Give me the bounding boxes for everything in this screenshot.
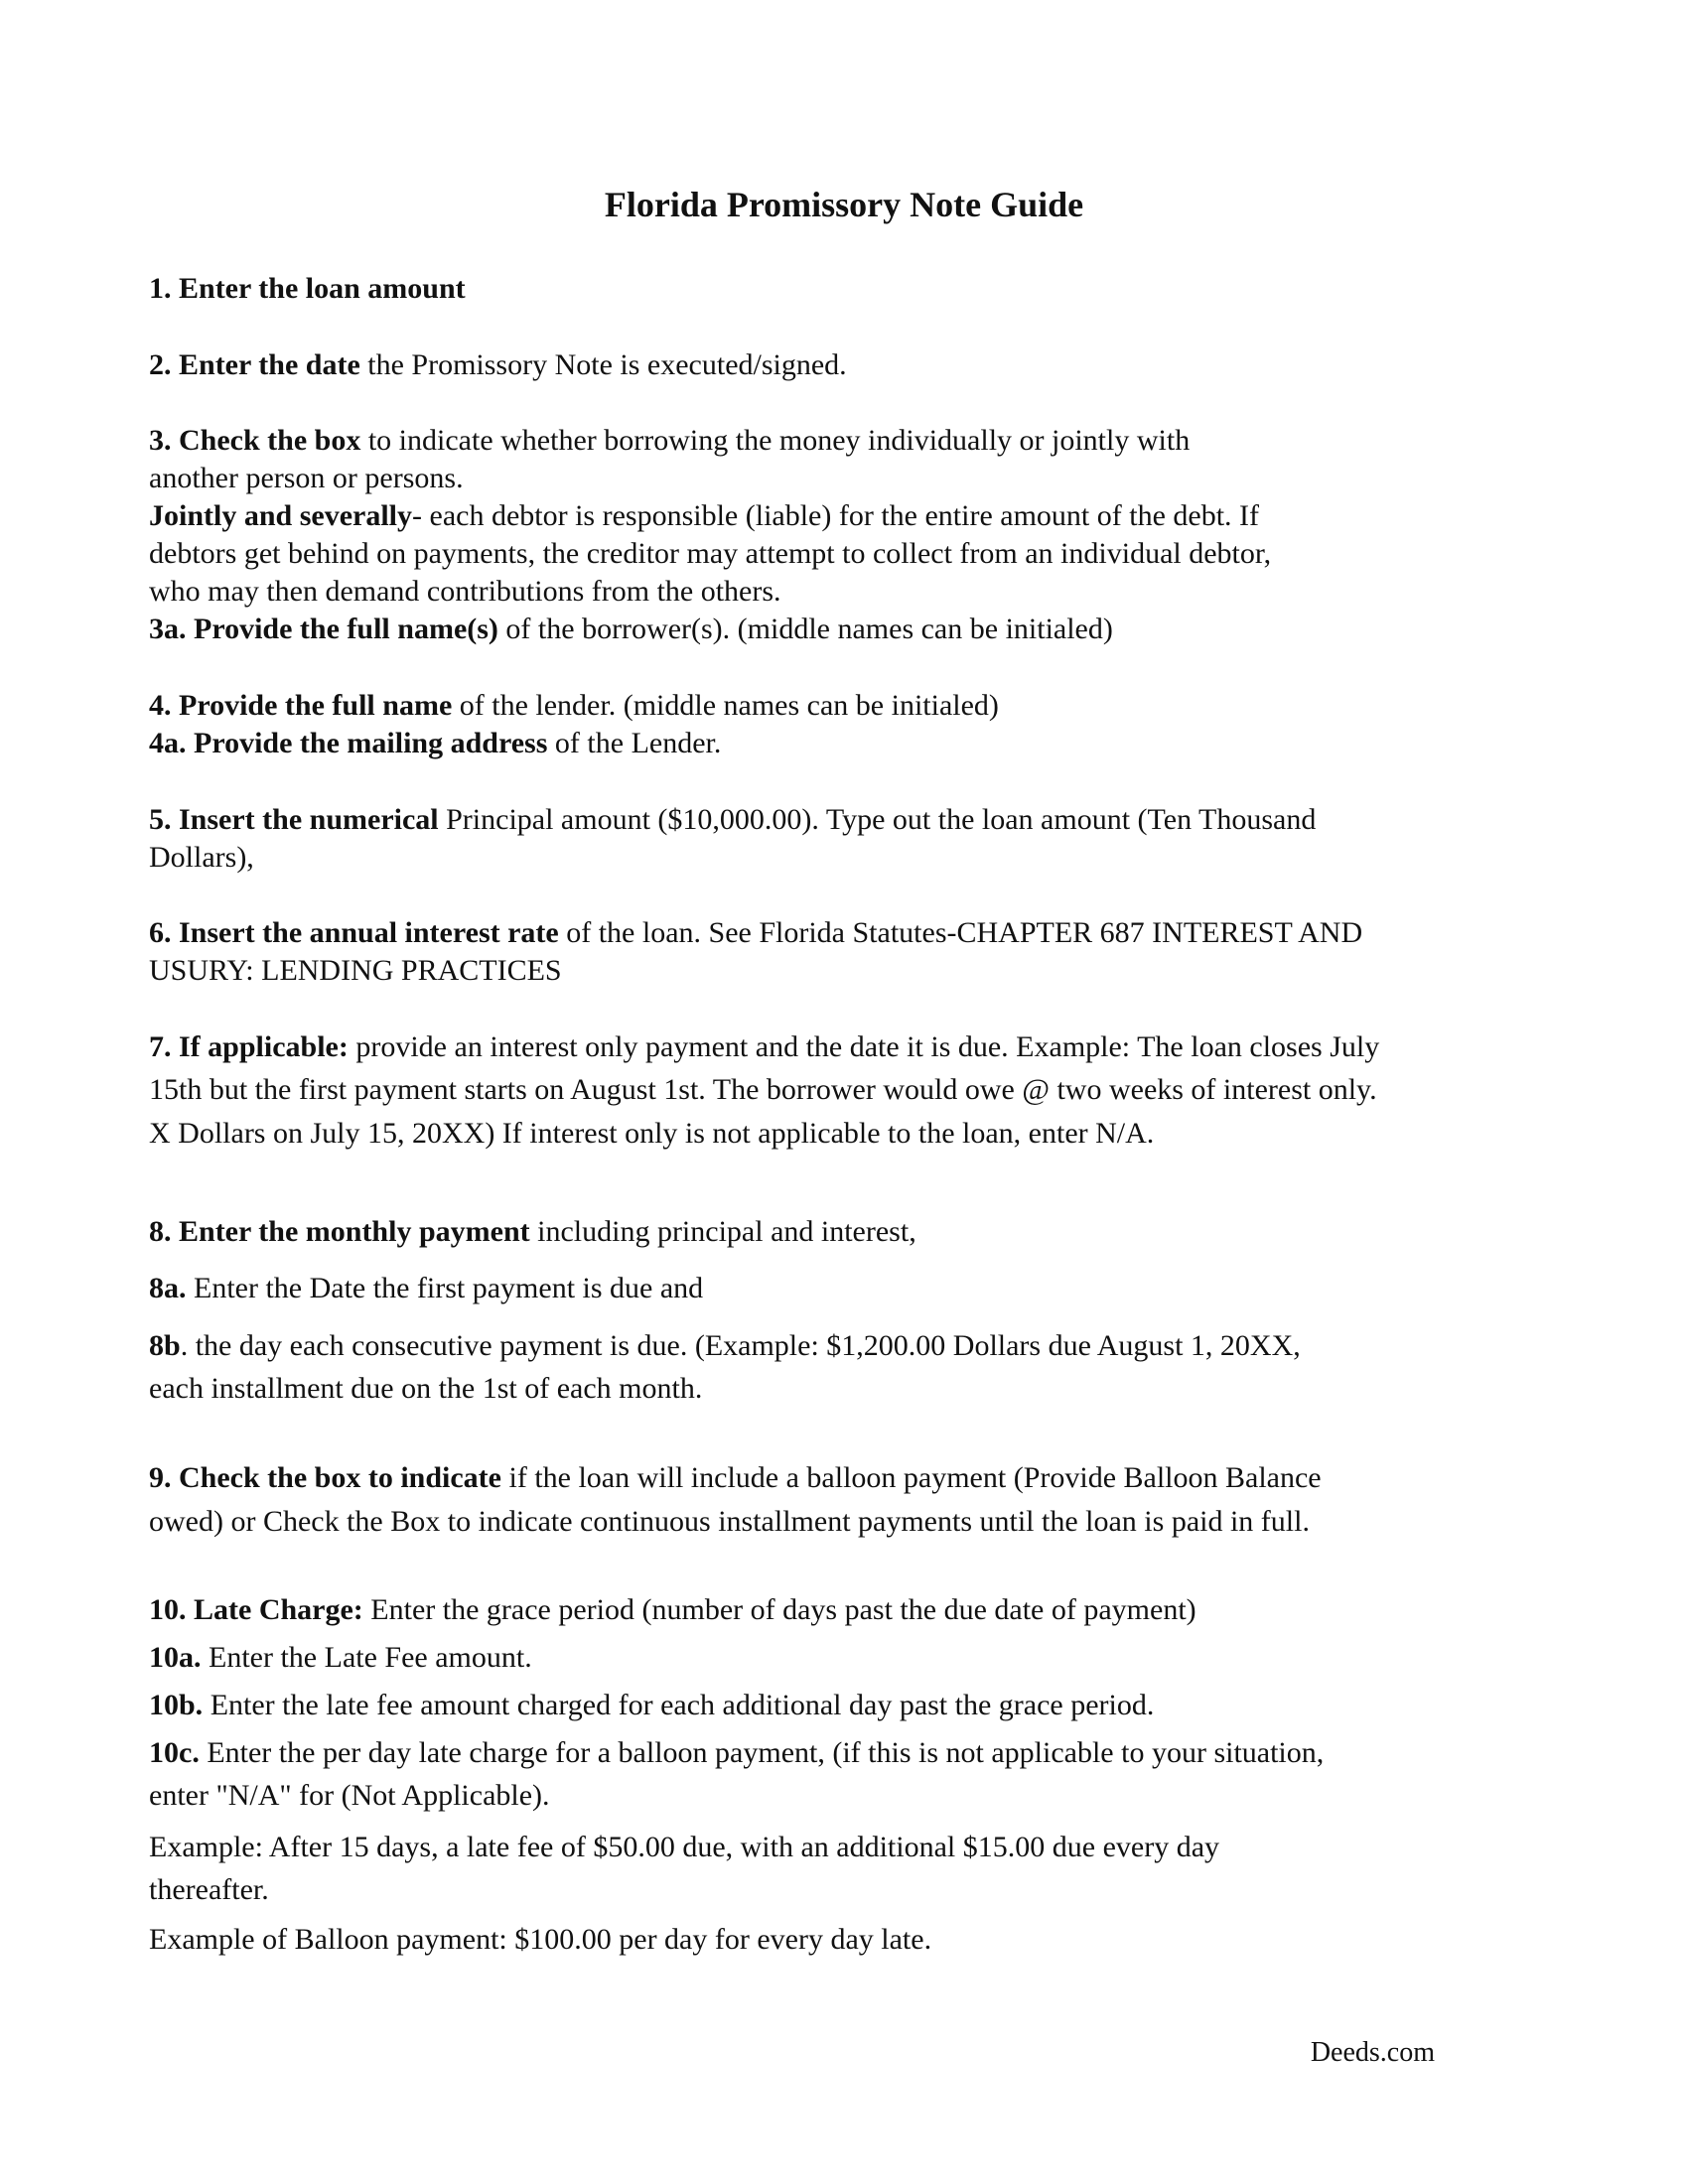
line-3-cont: another person or persons. [149,462,464,494]
line-jointly: Jointly and severally- each debtor is responsible (liable) for the entire amount of the debt. If [149,499,1260,532]
line-8: 8. Enter the monthly payment including principal and interest, [149,1215,916,1248]
line-10b: 10b. Enter the late fee amount charged for each additional day past the grace period. [149,1689,1155,1721]
line-6: 6. Insert the annual interest rate of the loan. See Florida Statutes-CHAPTER 687 INTEREST AND [149,916,1363,949]
line-10c: 10c. Enter the per day late charge for a balloon payment, (if this is not applicable to your situation, [149,1736,1325,1769]
page-title: Florida Promissory Note Guide [604,185,1084,224]
line-jointly-bold: Jointly and severally [149,499,413,532]
line-1-bold: 1. Enter the loan amount [149,272,466,305]
line-2 [149,346,847,384]
line-jointly-cont2: who may then demand contributions from the others. [149,575,781,608]
line-5: 5. Insert the numerical Principal amount ($10,000.00). Type out the loan amount (Ten Thousand [149,803,1317,836]
line-10c-cont: enter "N/A" for (Not Applicable). [149,1779,550,1812]
line-8b-cont: each installment due on the 1st of each month. [149,1372,703,1405]
line-9-cont: owed) or Check the Box to indicate continuous installment payments until the loan is paid in full. [149,1505,1310,1538]
line-4: 4. Provide the full name of the lender. (middle names can be initialed) [149,689,999,722]
line-8b: 8b. the day each consecutive payment is due. (Example: $1,200.00 Dollars due August 1, 20XX, [149,1329,1301,1362]
line-jointly-cont1: debtors get behind on payments, the creditor may attempt to collect from an individual debtor, [149,537,1272,570]
line-8a: 8a. Enter the Date the first payment is due and [149,1272,704,1304]
line-10a: 10a. Enter the Late Fee amount. [149,1641,532,1674]
line-3-text: to indicate whether borrowing the money individually or jointly with [360,424,1191,457]
line-4a: 4a. Provide the mailing address of the Lender. [149,727,722,759]
line-3a: 3a. Provide the full name(s) of the borrower(s). (middle names can be initialed) [149,613,1113,645]
line-7: 7. If applicable: provide an interest only payment and the date it is due. Example: The loan closes July [149,1030,1380,1063]
line-7-cont1: 15th but the first payment starts on August 1st. The borrower would owe @ two weeks of interest only. [149,1073,1377,1106]
line-9: 9. Check the box to indicate if the loan will include a balloon payment (Provide Balloon Balance [149,1461,1322,1494]
line-6-cont: USURY: LENDING PRACTICES [149,954,562,987]
footer-brand: Deeds.com [1310,2037,1435,2068]
line-7-cont2: X Dollars on July 15, 20XX) If interest only is not applicable to the loan, enter N/A. [149,1117,1155,1150]
line-10: 10. Late Charge: Enter the grace period (number of days past the due date of payment) [149,1593,1196,1626]
line-1 [149,270,466,308]
line-5-cont: Dollars), [149,841,254,874]
line-example-1-cont: thereafter. [149,1873,269,1906]
line-2-text: the Promissory Note is executed/signed. [359,348,847,381]
line-3-bold: 3. Check the box [149,424,361,457]
line-example-2: Example of Balloon payment: $100.00 per day for every day late. [149,1923,932,1956]
line-example-1: Example: After 15 days, a late fee of $50.00 due, with an additional $15.00 due every day [149,1831,1220,1863]
line-2-bold: 2. Enter the date [149,348,360,381]
line-3 [149,422,1190,460]
